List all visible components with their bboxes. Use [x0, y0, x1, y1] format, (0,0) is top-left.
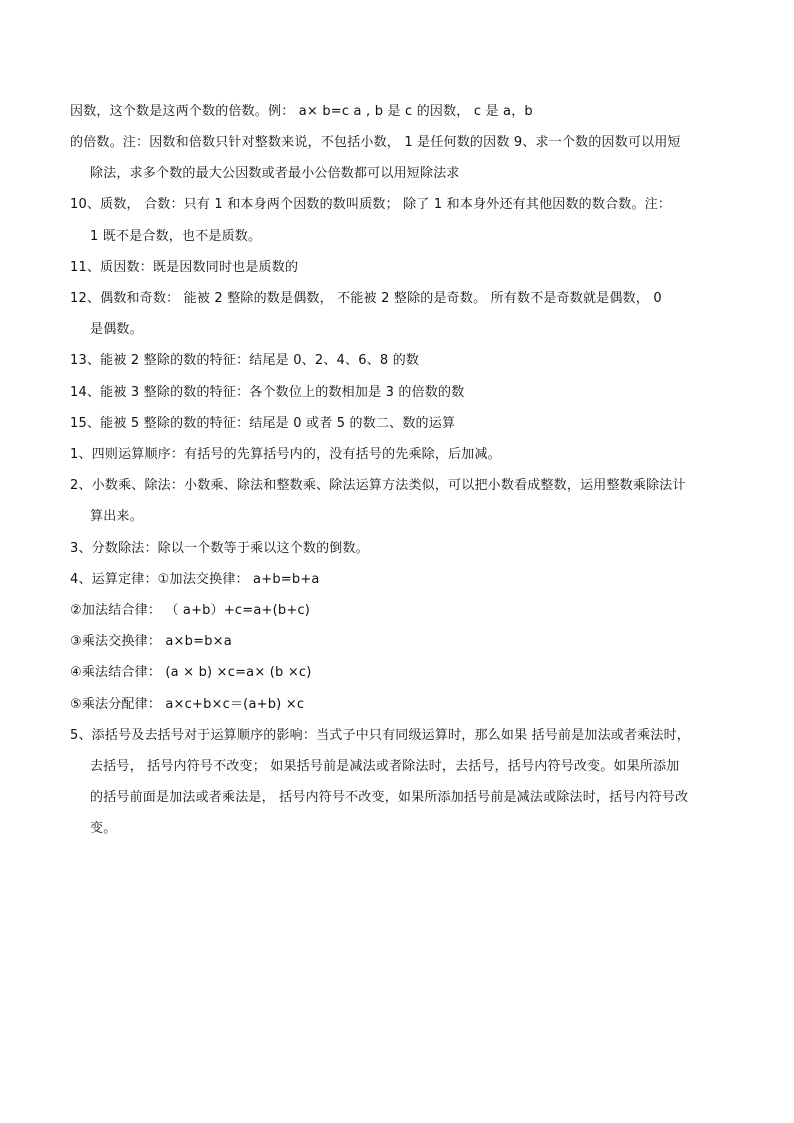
- text-line: 10、质数， 合数：只有 1 和本身两个因数的数叫质数； 除了 1 和本身外还有其他因数的数合数。注：: [70, 197, 672, 212]
- text-line: 11、质因数：既是因数同时也是质数的: [70, 260, 299, 275]
- text-line: 15、能被 5 整除的数的特征：结尾是 0 或者 5 的数二、数的运算: [70, 416, 456, 431]
- text-line: 因数，这个数是这两个数的倍数。例： a× b=c a , b 是 c 的因数， c 是 a，b: [70, 104, 533, 119]
- text-line: 13、能被 2 整除的数的特征：结尾是 0、2、4、6、8 的数: [70, 353, 420, 368]
- text-line: 4、运算定律：①加法交换律： a+b=b+a: [70, 572, 320, 587]
- text-line: 去括号， 括号内符号不改变； 如果括号前是减法或者除法时，去括号，括号内符号改变。如果所添加: [90, 759, 680, 774]
- text-line: 3、分数除法：除以一个数等于乘以这个数的倒数。: [70, 541, 369, 556]
- text-line: 的倍数。注：因数和倍数只针对整数来说，不包括小数， 1 是任何数的因数 9、求一个数的因数可以用短: [70, 135, 681, 150]
- text-line: 1 既不是合数，也不是质数。: [90, 229, 262, 244]
- text-line: 是偶数。: [90, 322, 143, 337]
- text-line: 5、添括号及去括号对于运算顺序的影响：当式子中只有同级运算时，那么如果 括号前是加法或者乘法时，: [70, 728, 691, 743]
- text-line: 12、偶数和奇数： 能被 2 整除的数是偶数， 不能被 2 整除的是奇数。 所有数不是奇数就是偶数， 0: [70, 291, 662, 306]
- text-line: 算出来。: [90, 509, 143, 524]
- text-line: 14、能被 3 整除的数的特征：各个数位上的数相加是 3 的倍数的数: [70, 385, 465, 400]
- text-line: ⑤乘法分配律： a×c+b×c＝(a+b) ×c: [70, 697, 305, 712]
- text-line: 的括号前面是加法或者乘法是， 括号内符号不改变，如果所添加括号前是减法或除法时，括号内符号改: [90, 790, 689, 805]
- text-line: ②加法结合律： （ a+b）+c=a+(b+c): [70, 603, 311, 618]
- text-line: 1、四则运算顺序：有括号的先算括号内的，没有括号的先乘除，后加减。: [70, 447, 501, 462]
- text-line: ③乘法交换律： a×b=b×a: [70, 634, 232, 649]
- text-line: 2、小数乘、除法：小数乘、除法和整数乘、除法运算方法类似，可以把小数看成整数，运用整数乘除法计: [70, 478, 686, 493]
- text-line: 变。: [90, 821, 117, 836]
- text-line: 除法，求多个数的最大公因数或者最小公倍数都可以用短除法求: [90, 166, 460, 181]
- text-line: ④乘法结合律： (a × b) ×c=a× (b ×c): [70, 665, 312, 680]
